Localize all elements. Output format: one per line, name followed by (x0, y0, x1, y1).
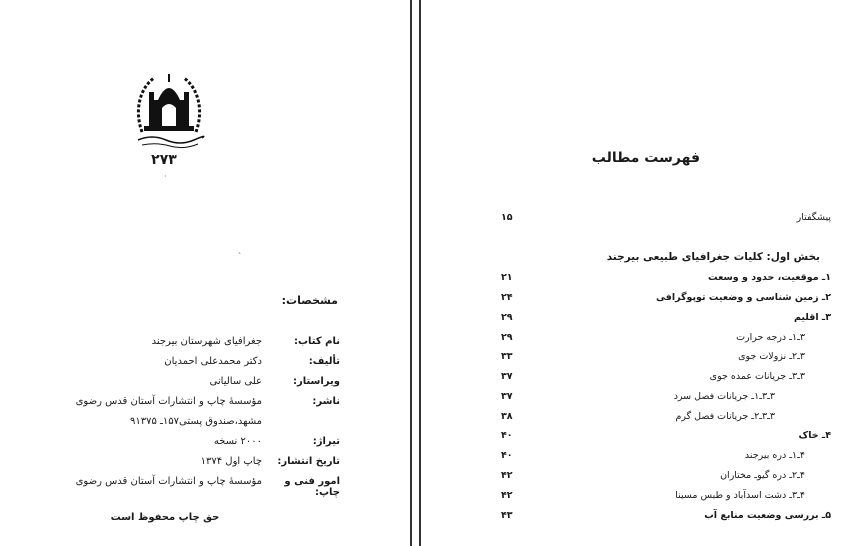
spine-rule (410, 0, 412, 546)
toc-entry-page: ۴۲ (501, 470, 513, 481)
toc-entry-label: ۳ـ۱ـ درجه حرارت (736, 332, 805, 343)
toc-entry-page: ۳۳ (501, 351, 513, 362)
spine-rule (419, 0, 421, 546)
toc-entry-page: ۳۸ (501, 411, 513, 422)
toc-entry-page: ۴۰ (501, 450, 513, 461)
toc-entry (495, 292, 831, 308)
spec-value: ۲۰۰۰ نسخه (213, 436, 262, 447)
toc-entry (495, 470, 831, 486)
toc-entry (495, 510, 831, 526)
spec-label: تیراژ: (312, 436, 340, 447)
toc-entry-label: ۴ـ۲ـ دره گیوـ مختاران (720, 470, 805, 481)
spec-value: مؤسسهٔ چاپ و انتشارات آستان قدس رضوی (75, 476, 262, 487)
spec-value: علی سالیانی (209, 376, 262, 387)
toc-entry-label: ۳ـ۳ـ۱ـ جریانات فصل سرد (673, 391, 775, 402)
spec-label: تاریخ انتشار: (277, 456, 340, 467)
toc-entry-label: ۳ـ اقلیم (793, 312, 831, 323)
spec-value: مشهد،صندوق پستی۱۵۷ـ ۹۱۳۷۵ (129, 416, 262, 427)
toc-entry (495, 312, 831, 328)
toc-entry-label: ۲ـ زمین شناسی و وضعیت توپوگرافی (656, 292, 831, 303)
toc-entry (495, 351, 831, 367)
spec-label: نام کتاب: (293, 336, 340, 347)
toc-entry (495, 212, 831, 228)
shrine-emblem-icon (132, 70, 206, 150)
toc-entry-label: ۳ـ۲ـ نزولات جوی (738, 351, 805, 362)
toc-entry-label: ۳ـ۳ـ جریانات عمده جوی (709, 371, 805, 382)
toc-entry-page: ۲۹ (501, 312, 513, 323)
toc-entry-page: ۴۳ (501, 510, 513, 521)
toc-entry (495, 391, 831, 407)
toc-entry (495, 430, 831, 446)
speck-mark: ˋ (238, 252, 242, 261)
toc-entry-page: ۴۲ (501, 490, 513, 501)
spec-label: امور فنی و چاپ: (284, 476, 340, 498)
toc-entry-page: ۲۱ (501, 272, 513, 283)
toc-title: فهرست مطالب (591, 150, 700, 166)
spec-row (60, 456, 340, 472)
left-page (0, 0, 410, 546)
spec-value: دکتر محمدعلی احمدیان (164, 356, 262, 367)
spec-row (60, 416, 340, 432)
toc-entry (495, 490, 831, 506)
spec-label: تألیف: (308, 356, 340, 367)
spec-row (60, 336, 340, 352)
toc-entry (495, 411, 831, 427)
copyright-notice: حق چاپ محفوظ است (110, 512, 220, 523)
toc-entry-label: ۴ـ خاک (798, 430, 831, 441)
toc-entry-label: ۵ـ بررسی وضعیت منابع آب (704, 510, 831, 521)
toc-entry (495, 332, 831, 348)
toc-entry (495, 272, 831, 288)
toc-entry-page: ۲۹ (501, 332, 513, 343)
spec-label: ویراستار: (292, 376, 340, 387)
toc-entry-label: پیشگفتار (796, 212, 831, 223)
spec-row (60, 436, 340, 452)
toc-section-title: بخش اول: کلیات جغرافیای طبیعی بیرجند (606, 251, 820, 263)
toc-entry (495, 450, 831, 466)
spec-row (60, 376, 340, 392)
spec-value: مؤسسهٔ چاپ و انتشارات آستان قدس رضوی (75, 396, 262, 407)
toc-entry-label: ۴ـ۳ـ دشت اسدآباد و طبس مسینا (675, 490, 805, 501)
toc-entry (495, 371, 831, 387)
spec-value: چاپ اول ۱۳۷۴ (200, 456, 262, 467)
toc-entry-page: ۲۴ (501, 292, 513, 303)
toc-entry-label: ۴ـ۱ـ دره بیرجند (744, 450, 805, 461)
spec-row (60, 396, 340, 412)
toc-entry-page: ۳۷ (501, 391, 513, 402)
specs-heading: مشخصات: (281, 294, 338, 307)
toc-entry-page: ۱۵ (501, 212, 513, 223)
toc-entry-page: ۴۰ (501, 430, 513, 441)
spec-row (60, 356, 340, 372)
book-number: ۲۷۳ (151, 152, 177, 168)
spec-label: ناشر: (312, 396, 340, 407)
spec-value: جغرافیای شهرستان بیرجند (151, 336, 262, 347)
toc-entry-label: ۳ـ۳ـ۲ـ جریانات فصل گرم (675, 411, 775, 422)
spec-row (60, 476, 340, 498)
speck-mark: · (164, 172, 167, 181)
toc-entry-page: ۳۷ (501, 371, 513, 382)
toc-entry-label: ۱ـ موقعیت، حدود و وسعت (708, 272, 831, 283)
